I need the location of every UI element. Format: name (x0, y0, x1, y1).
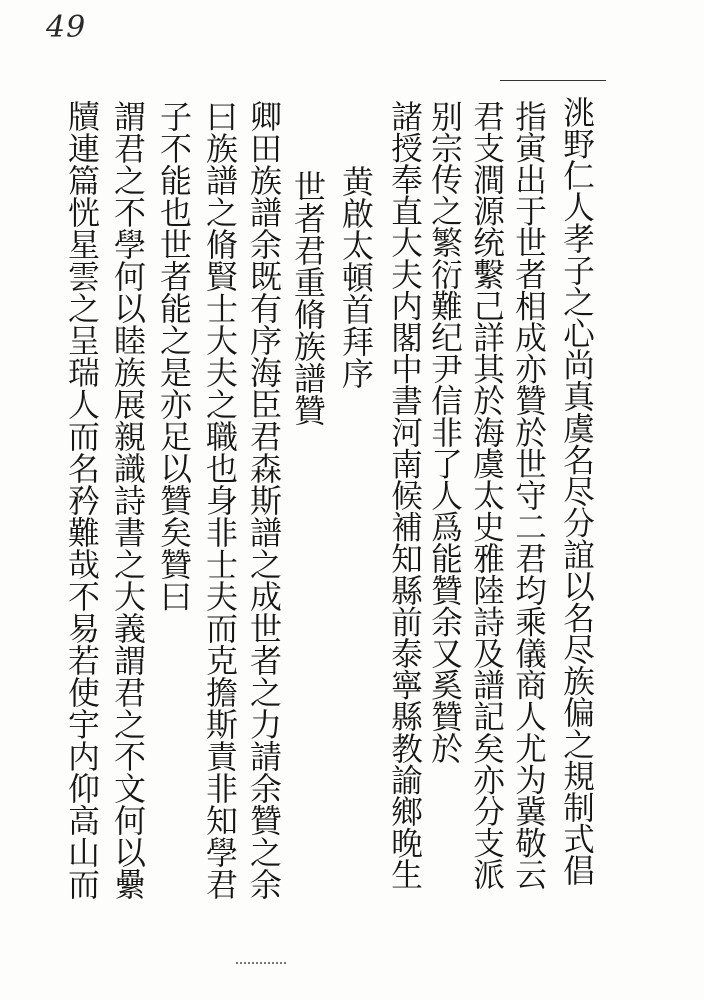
text-column-9: 曰族譜之脩賢士大夫之職也身非士夫而克擔斯責非知學君 (201, 100, 239, 900)
text-column-8: 卿田族譜余既有序海臣君森斯譜之成世者之力請余贊之余 (245, 100, 283, 900)
text-column-1: 洮野仁人孝子之心尚真虞名尽分誼以名尽族偏之規制式倡 (558, 96, 595, 886)
text-column-3: 君支澗源统繫己詳其於海虞太史雅陸詩及譜記矣亦分支派 (468, 100, 505, 890)
bottom-marks (236, 962, 286, 964)
text-column-10: 子不能也世者能之是亦足以贊矣贊曰 (155, 100, 193, 612)
text-column-5: 諸授奉直大夫内閣中書河南候補知縣前泰寧縣教諭鄉晚生 (386, 100, 423, 890)
page-number: 49 (46, 10, 87, 45)
text-column-12: 牘連篇恍星雲之呈瑞人而名矜難哉不易若使宇内仰高山而 (63, 100, 101, 900)
text-column-2: 指寅出于世者相成亦贊於世守二君均乘儀商人尤为冀敬云 (510, 100, 547, 890)
signature-column: 黄啟太頓首拜序 (337, 165, 375, 389)
text-column-4: 别宗传之繁衍難纪尹信非了人爲能贊余又奚贊於 (426, 100, 463, 764)
section-title: 世者君重脩族譜贊 (289, 170, 327, 426)
top-rule (500, 80, 606, 81)
text-column-11: 謂君之不學何以睦族展親識詩書之大義謂君之不文何以纍 (109, 100, 147, 900)
